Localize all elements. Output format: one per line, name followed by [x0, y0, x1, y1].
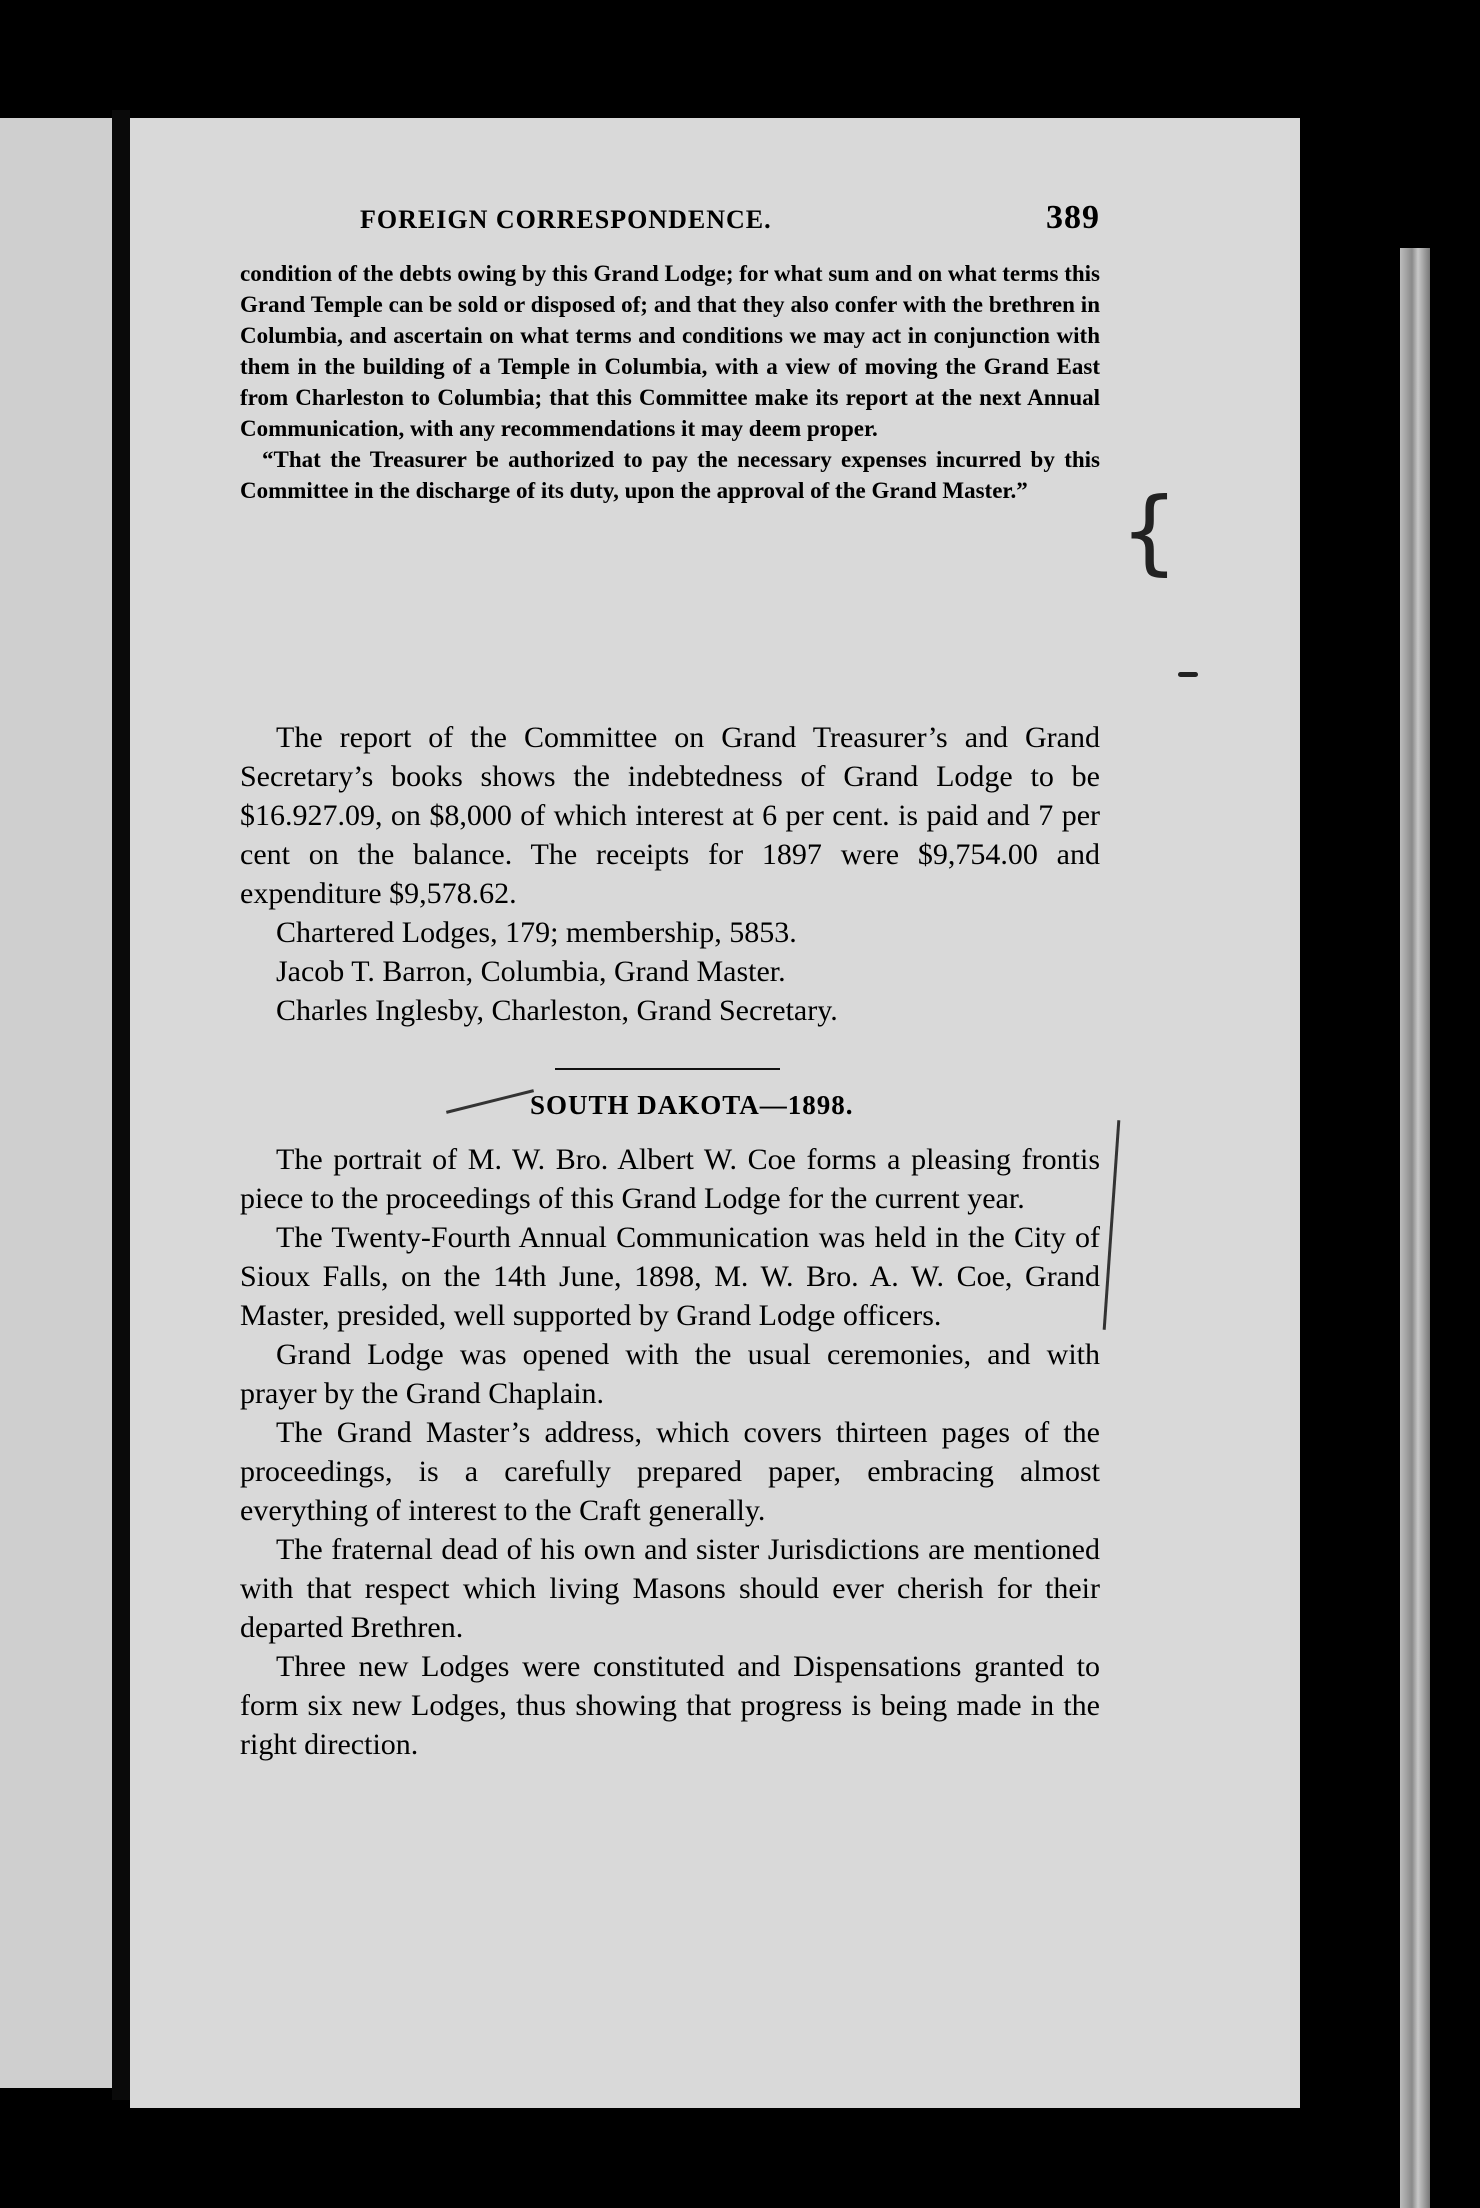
resolution-paragraph-2: “That the Treasurer be authorized to pay the necessary expenses incurred by this Committee in the discharge of its duty, upon the approval of the Grand Master.” — [240, 447, 1100, 503]
resolution-paragraph-1: condition of the debts owing by this Grand Lodge; for what sum and on what terms this Grand Temple can be sold or disposed of; and that they also confer with the brethren in Columbia, and ascertain on what terms and conditions we may act in conjunction with them in the building of a Temple in Columbia, with a view of moving the Grand East from Charleston to Columbia; that this Committee make its report at the next Annual Communication, with any recommendations it may deem proper. — [240, 261, 1100, 441]
south-dakota-section — [240, 1140, 1100, 1764]
pencil-brace-mark: { — [1120, 478, 1179, 585]
page-number: 389 — [1046, 199, 1100, 236]
section-paragraph: Three new Lodges were constituted and Dispensations granted to form six new Lodges, thus showing that progress is being made in the right direction. — [240, 1650, 1100, 1761]
running-head-title: FOREIGN CORRESPONDENCE. — [360, 205, 772, 234]
book-gutter — [112, 110, 130, 2100]
stats-line-grand-secretary: Charles Inglesby, Charleston, Grand Secretary. — [276, 994, 838, 1027]
section-heading: SOUTH DAKOTA—1898. — [530, 1090, 854, 1120]
section-paragraph: The Grand Master’s address, which covers thirteen pages of the proceedings, is a carefully prepared paper, embracing almost everything of interest to the Craft generally. — [240, 1416, 1100, 1527]
facing-page-edge — [0, 118, 112, 2088]
page-stack-edge — [1400, 248, 1430, 2208]
section-paragraph: The fraternal dead of his own and sister Jurisdictions are mentioned with that respect which living Masons should ever cherish for their departed Brethren. — [240, 1533, 1100, 1644]
stats-line-grand-master: Jacob T. Barron, Columbia, Grand Master. — [276, 955, 786, 988]
section-divider — [555, 1068, 780, 1070]
pencil-dash-mark — [1178, 672, 1198, 677]
section-paragraph: The portrait of M. W. Bro. Albert W. Coe forms a pleasing frontis piece to the proceedings of this Grand Lodge for the current year. — [240, 1143, 1100, 1215]
section-paragraph: The Twenty-Fourth Annual Communication was held in the City of Sioux Falls, on the 14th June, 1898, M. W. Bro. A. W. Coe, Grand Master, presided, well supported by Grand Lodge officers. — [240, 1221, 1100, 1332]
report-paragraph: The report of the Committee on Grand Treasurer’s and Grand Secretary’s books shows the indebtedness of Grand Lodge to be $16.927.09, on $8,000 of which interest at 6 per cent. is paid and 7 per cent on the balance. The receipts for 1897 were $9,754.00 and expenditure $9,578.62. — [240, 721, 1100, 910]
quoted-resolution — [240, 258, 1100, 506]
stats-line-lodges: Chartered Lodges, 179; membership, 5853. — [276, 916, 797, 949]
section-paragraph: Grand Lodge was opened with the usual ceremonies, and with prayer by the Grand Chaplain. — [240, 1338, 1100, 1410]
report-section — [240, 718, 1100, 1030]
